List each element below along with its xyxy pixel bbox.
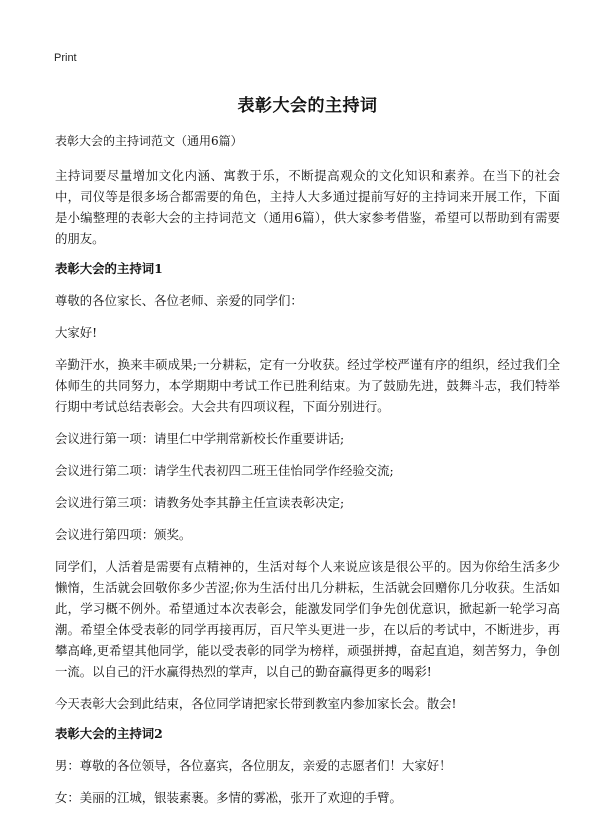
paragraph: 男：尊敬的各位领导，各位嘉宾，各位朋友，亲爱的志愿者们！大家好！ [55, 758, 452, 773]
page-title: 表彰大会的主持词 [237, 96, 378, 116]
paragraph: 同学们，人活着是需要有点精神的，生活对每个人来说应该是很公平的。因为你给生活多少懒惰，生活就会回敬你多少苦涩;你为生活付出几分耕耘，生活就会回赠你几分收获。生活如此，学习概不例外。希望通过本次表彰会，能激发同学们争先创优意识，掀起新一轮学习高潮。希望全体受表彰的同学再接再厉，百尺竿头更进一步，在以后的考试中，不断进步，再攀高峰,更希望其他同学，能以受表彰的同学为榜样，顽强拼搏，奋起直追，刻苦努力，争创一流。以自己的汗水赢得热烈的掌声，以自己的勤奋赢得更多的喝彩! [55, 559, 560, 679]
section-heading: 表彰大会的主持词2 [55, 726, 163, 741]
section-2 [55, 725, 560, 808]
paragraph: 会议进行第二项：请学生代表初四二班王佳怡同学作经验交流; [55, 463, 394, 478]
paragraph: 大家好! [55, 325, 98, 340]
paragraph: 今天表彰大会到此结束，各位同学请把家长带到教室内参加家长会。散会! [55, 696, 457, 711]
paragraph: 会议进行第四项：颁奖。 [55, 527, 192, 542]
paragraph: 辛勤汗水，换来丰硕成果;一分耕耘，定有一分收获。经过学校严谨有序的组织，经过我们全体师生的共同努力，本学期期中考试工作已胜利结束。为了鼓励先进，鼓舞斗志，我们特举行期中考试总结表彰会。大会共有四项议程，下面分别进行。 [55, 357, 560, 414]
print-link[interactable]: Print [54, 52, 77, 64]
paragraph: 女：美丽的江城，银装素裹。多情的雾凇，张开了欢迎的手臂。 [55, 790, 402, 805]
paragraph: 会议进行第三项：请教务处李其静主任宣读表彰决定; [55, 495, 345, 510]
section-heading: 表彰大会的主持词1 [55, 261, 163, 276]
paragraph: 尊敬的各位家长、各位老师、亲爱的同学们： [55, 293, 303, 308]
section-1 [55, 260, 560, 714]
paragraph: 会议进行第一项：请里仁中学荆常新校长作重要讲话; [55, 431, 345, 446]
intro-paragraph: 主持词要尽量增加文化内涵、寓教于乐，不断提高观众的文化知识和素养。在当下的社会中，司仪等是很多场合都需要的角色，主持人大多通过提前写好的主持词来开展工作，下面是小编整理的表彰大会的主持词范文（通用6篇），供大家参考借鉴，希望可以帮助到有需要的朋友。 [55, 168, 560, 246]
document-subtitle: 表彰大会的主持词范文（通用6篇） [55, 134, 243, 148]
